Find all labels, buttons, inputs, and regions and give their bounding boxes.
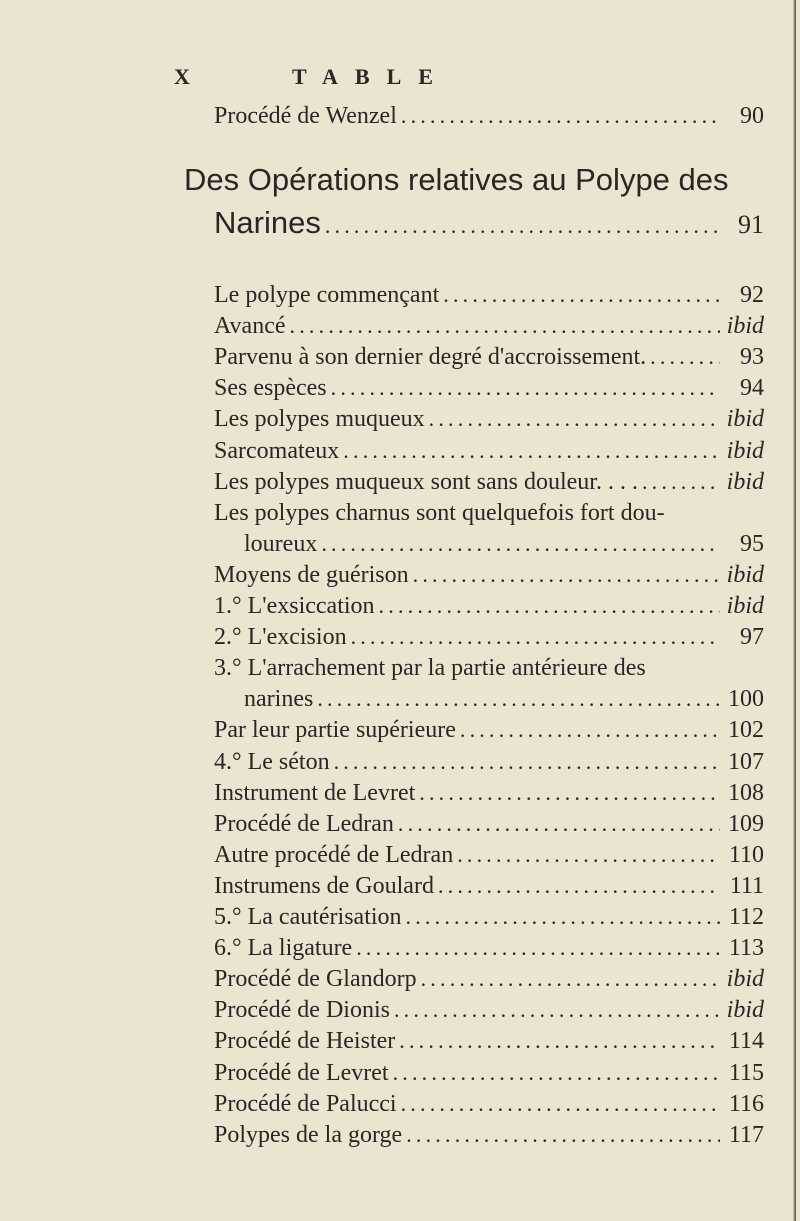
- dot-leader: [443, 278, 720, 312]
- toc-entry: [214, 682, 764, 716]
- entry-page: 113: [728, 935, 764, 962]
- entry-label: Le polype commençant: [214, 282, 440, 308]
- dot-leader: [393, 1056, 720, 1090]
- entry-label: Procédé de Dionis: [214, 997, 390, 1024]
- entry-label: narines: [244, 686, 314, 713]
- entry-page: 116: [728, 1090, 764, 1117]
- entry-label: Ses espèces: [214, 375, 327, 402]
- entry-page: 93: [740, 344, 764, 371]
- page-header: [0, 64, 800, 94]
- toc-entry: [214, 869, 764, 903]
- toc-entry: [214, 1118, 764, 1152]
- entry-page: ibid: [726, 468, 764, 495]
- entry-page: ibid: [726, 997, 764, 1024]
- entry-page: 94: [740, 375, 764, 402]
- dot-leader: [438, 869, 720, 903]
- toc-entry: [214, 651, 764, 685]
- toc-entry: [214, 340, 764, 374]
- dot-leader: [413, 558, 720, 592]
- toc-entry: [214, 558, 764, 592]
- section-page: 91: [738, 210, 764, 239]
- entry-page: ibid: [726, 406, 764, 433]
- entry-page: 97: [740, 624, 764, 651]
- entry-page: 111: [729, 872, 764, 899]
- entry-label: Autre procédé de Ledran: [214, 841, 454, 868]
- entry-page: 115: [728, 1059, 764, 1086]
- entry-label: Instrumens de Goulard: [214, 872, 434, 899]
- toc-entry: [214, 838, 764, 872]
- entry-page: ibid: [726, 593, 764, 619]
- toc-entry: [214, 278, 764, 312]
- folio: X: [174, 64, 191, 89]
- entry-label: loureux: [244, 530, 318, 557]
- entry-page: 112: [728, 904, 764, 930]
- dot-leader: [642, 465, 720, 499]
- dot-leader: [406, 900, 720, 934]
- dot-leader: [343, 434, 720, 468]
- toc-entry: [214, 589, 764, 623]
- dot-leader: [317, 682, 720, 716]
- running-head: TABLE: [292, 64, 450, 89]
- toc-entry: [214, 496, 764, 530]
- entry-label: Les polypes muqueux sont sans douleur. . . .: [214, 468, 638, 495]
- toc-entry: [214, 993, 764, 1027]
- toc-entry: [214, 900, 764, 934]
- entry-label: 6.° La ligature: [214, 935, 353, 962]
- dot-leader: [290, 309, 720, 343]
- entry-label: Procédé de Glandorp: [214, 966, 417, 993]
- toc-entry: [214, 776, 764, 810]
- entry-label: Procédé de Palucci: [214, 1090, 397, 1117]
- dot-leader: [401, 99, 720, 133]
- entry-page: ibid: [726, 313, 764, 340]
- entry-label: 4.° Le séton: [214, 748, 330, 775]
- dot-leader: [325, 206, 720, 246]
- dot-leader: [334, 745, 720, 779]
- entry-label: Procédé de Ledran: [214, 810, 394, 837]
- entry-label: 5.° La cautérisation: [214, 904, 402, 930]
- section-heading-end: [214, 203, 764, 243]
- toc-entry: [214, 402, 764, 436]
- toc-entry: [214, 434, 764, 468]
- page-edge: [793, 0, 796, 1221]
- entry-label: Avancé: [214, 313, 286, 340]
- entry-label: Par leur partie supérieure: [214, 717, 456, 744]
- entry-label: 3.° L'arrachement par la partie antérieure des: [214, 655, 646, 682]
- dot-leader: [356, 931, 720, 965]
- dot-leader: [650, 340, 720, 374]
- toc-entry: [214, 527, 764, 561]
- toc-entry: [214, 713, 764, 747]
- section-heading-line2: Narines: [214, 205, 321, 240]
- dot-leader: [399, 1024, 720, 1058]
- dot-leader: [419, 776, 720, 810]
- dot-leader: [379, 589, 720, 623]
- dot-leader: [398, 807, 720, 841]
- entry-page: ibid: [726, 437, 764, 464]
- toc-entry: [214, 371, 764, 405]
- entry-page: ibid: [726, 561, 764, 588]
- entry-label: Parvenu à son dernier degré d'accroissement.: [214, 344, 647, 371]
- entry-label: Les polypes charnus sont quelquefois fort dou-: [214, 499, 665, 526]
- toc-entry: [214, 1087, 764, 1121]
- entry-page: 109: [728, 810, 764, 837]
- toc-entry: [214, 1056, 764, 1090]
- entry-page: 92: [740, 282, 764, 308]
- section-heading-line1: Des Opérations relatives au Polype des: [184, 162, 729, 197]
- entry-label: Polypes de la gorge: [214, 1121, 403, 1148]
- toc-entry: [214, 620, 764, 654]
- toc-entry: [214, 99, 764, 133]
- entry-label: Sarcomateux: [214, 437, 340, 464]
- toc-entry: [214, 931, 764, 965]
- dot-leader: [457, 838, 720, 872]
- entry-label: Procédé de Wenzel: [214, 103, 397, 129]
- entry-label: 2.° L'excision: [214, 624, 347, 651]
- dot-leader: [351, 620, 720, 654]
- toc-entry: [214, 962, 764, 996]
- toc-entry: [214, 465, 764, 499]
- entry-page: 107: [728, 748, 764, 775]
- toc-entry: [214, 1024, 764, 1058]
- dot-leader: [406, 1118, 720, 1152]
- entry-page: 114: [728, 1028, 764, 1055]
- toc-entry: [214, 309, 764, 343]
- dot-leader: [460, 713, 720, 747]
- section-heading: [184, 160, 764, 200]
- entry-page: 90: [740, 103, 764, 129]
- dot-leader: [401, 1087, 720, 1121]
- entry-page: 95: [740, 530, 764, 557]
- entry-label: 1.° L'exsiccation: [214, 593, 375, 619]
- entry-label: Moyens de guérison: [214, 561, 409, 588]
- dot-leader: [394, 993, 720, 1027]
- entry-page: 102: [728, 717, 764, 744]
- toc-entry: [214, 745, 764, 779]
- entry-page: 110: [728, 841, 764, 868]
- entry-page: 100: [728, 686, 764, 713]
- entry-page: 117: [728, 1121, 764, 1148]
- dot-leader: [331, 371, 720, 405]
- toc-entry: [214, 807, 764, 841]
- entry-label: Les polypes muqueux: [214, 406, 425, 433]
- entry-label: Procédé de Heister: [214, 1028, 396, 1055]
- dot-leader: [321, 527, 720, 561]
- entry-page: ibid: [726, 966, 764, 993]
- dot-leader: [421, 962, 720, 996]
- dot-leader: [429, 402, 720, 436]
- entry-label: Instrument de Levret: [214, 779, 416, 806]
- entry-page: 108: [728, 779, 764, 806]
- entry-label: Procédé de Levret: [214, 1059, 389, 1086]
